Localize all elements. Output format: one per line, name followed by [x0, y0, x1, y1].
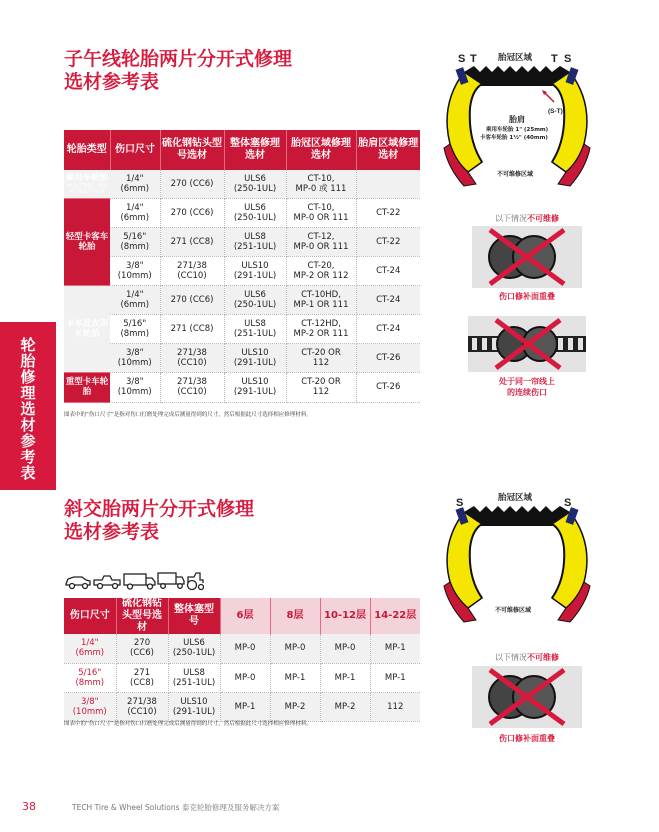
bias-cell-p10: MP-2	[320, 692, 370, 721]
header-size: 伤口尺寸	[110, 130, 160, 170]
bias-cell-drill: 271 (CC8)	[116, 663, 168, 692]
radial-title-line2: 选材参考表	[64, 71, 160, 93]
radial-cell-drill: 271/38 (CC10)	[160, 256, 224, 285]
bias-cell-size: 3/8" (10mm)	[64, 692, 116, 721]
radial-cell-plug: ULS10 (291-1UL)	[224, 372, 286, 402]
tire-type-cell: 重型卡车轮胎	[64, 372, 110, 402]
header-plug: 整体塞修理选材	[224, 130, 286, 170]
bias-cell-p10: MP-1	[320, 663, 370, 692]
bias-header-6ply: 6层	[220, 598, 270, 634]
radial-table-row	[64, 170, 420, 198]
radial-st-label: (S-T)	[548, 108, 563, 115]
bias-cell-p6: MP-1	[220, 692, 270, 721]
bias-title	[64, 498, 254, 544]
bias-cell-plug: ULS6 (250-1UL)	[168, 634, 220, 663]
radial-t-left-label: T	[470, 53, 477, 65]
radial-non-repairable-label: 不可维修区域	[497, 171, 534, 178]
radial-s-left-label: S	[458, 53, 466, 65]
radial-shoulder-label: 胎肩	[509, 115, 525, 124]
radial-cell-drill: 271 (CC8)	[160, 314, 224, 343]
radial-cell-plug: ULS8 (251-1UL)	[224, 314, 286, 343]
footer-text: TECH Tire & Wheel Solutions 泰克轮胎修理及服务解决方案	[72, 803, 280, 812]
bias-cell-size: 5/16" (8mm)	[64, 663, 116, 692]
radial-cell-plug: ULS6 (250-1UL)	[224, 285, 286, 314]
bias-cell-drill: 271/38 (CC10)	[116, 692, 168, 721]
radial-s-right-label: S	[564, 53, 572, 65]
radial-table-row	[64, 314, 420, 343]
bias-cell-p8: MP-1	[270, 663, 320, 692]
bias-cell-p14: MP-1	[370, 663, 420, 692]
vehicle-icons	[64, 570, 204, 592]
radial-cell-drill: 271/38 (CC10)	[160, 343, 224, 372]
radial-cell-drill: 270 (CC6)	[160, 198, 224, 227]
radial-cell-crown: CT-10, MP-0 或 111	[286, 170, 356, 198]
radial-cell-shoulder	[356, 170, 420, 198]
radial-cap2: 处于同一帘线上 的连续伤口	[499, 377, 555, 397]
radial-cap1: 伤口修补面重叠	[499, 292, 555, 301]
radial-cell-plug: ULS6 (250-1UL)	[224, 170, 286, 198]
radial-note: 图表中的“伤口尺寸”是指对伤口打磨处理完成后测量得到的尺寸，然后根据此尺寸选择相应修理材料。	[64, 412, 312, 418]
radial-cell-size: 5/16" (8mm)	[110, 314, 160, 343]
radial-table-row	[64, 227, 420, 256]
tire-type-cell: 轻型卡客车轮胎	[64, 198, 110, 285]
page-number: 38	[22, 800, 36, 813]
radial-t-right-label: T	[551, 53, 558, 65]
bias-header-drill: 硫化钢钻头型号选材	[116, 598, 168, 634]
side-tab-label: 轮胎修理选材参考表	[18, 337, 37, 481]
radial-cell-crown: CT-12, MP-0 OR 111	[286, 227, 356, 256]
bias-cell-plug: ULS10 (291-1UL)	[168, 692, 220, 721]
bias-no-repair-caption: 以下情况不可维修	[495, 653, 559, 662]
bias-cell-p10: MP-0	[320, 634, 370, 663]
bias-overlap-patch-illustration	[472, 666, 582, 728]
radial-shoulder-line1: 乘用车轮胎 1" (25mm)	[486, 127, 549, 133]
radial-table-row	[64, 198, 420, 227]
radial-cell-size: 3/8" (10mm)	[110, 256, 160, 285]
bias-cell-p14: MP-1	[370, 634, 420, 663]
radial-table-row	[64, 256, 420, 285]
bias-cell-size: 1/4" (6mm)	[64, 634, 116, 663]
radial-cell-shoulder: CT-26	[356, 372, 420, 402]
bias-title-line1: 斜交胎两片分开式修理	[64, 498, 255, 520]
car-icon	[66, 577, 90, 589]
bias-crown-label: 胎冠区域	[498, 493, 533, 503]
radial-cell-plug: ULS10 (291-1UL)	[224, 343, 286, 372]
pickup-icon	[94, 576, 120, 589]
radial-cell-crown: CT-10, MP-0 OR 111	[286, 198, 356, 227]
bias-header-8ply: 8层	[270, 598, 320, 634]
bias-title-line2: 选材参考表	[64, 521, 160, 543]
bias-header-10ply: 10-12层	[320, 598, 370, 634]
header-tire-type: 轮胎类型	[64, 130, 110, 170]
radial-cell-drill: 271 (CC8)	[160, 227, 224, 256]
header-drill: 硫化钢钻头型号选材	[160, 130, 224, 170]
radial-crown-label: 胎冠区域	[498, 53, 533, 63]
truck-icon	[124, 574, 155, 589]
bias-header-row	[64, 598, 420, 634]
radial-cell-size: 3/8" (10mm)	[110, 372, 160, 402]
bias-cell-drill: 270 (CC6)	[116, 634, 168, 663]
header-shoulder: 胎肩区域修理选材	[356, 130, 420, 170]
bias-table-row	[64, 692, 420, 721]
radial-cell-plug: ULS6 (250-1UL)	[224, 198, 286, 227]
radial-table-row	[64, 285, 420, 314]
bias-table-row	[64, 634, 420, 663]
radial-cell-size: 1/4" (6mm)	[110, 285, 160, 314]
bias-non-repairable-label: 不可维修区域	[495, 607, 532, 614]
bias-table	[64, 598, 420, 722]
bias-s-right-label: S	[564, 497, 572, 509]
bias-cell-p14: 112	[370, 692, 420, 721]
bias-cell-p6: MP-0	[220, 634, 270, 663]
bias-header-plug: 整体塞型号	[168, 598, 220, 634]
radial-cell-size: 1/4" (6mm)	[110, 198, 160, 227]
overlap-patch-illustration	[472, 226, 582, 288]
bias-tire-diagram	[436, 486, 612, 626]
bias-header-14ply: 14-22层	[370, 598, 420, 634]
radial-cell-drill: 271/38 (CC10)	[160, 372, 224, 402]
radial-cell-shoulder: CT-22	[356, 198, 420, 227]
radial-title-line1: 子午线轮胎两片分开式修理	[64, 48, 293, 70]
radial-table	[64, 130, 420, 403]
tire-type-cell: 乘用车轮胎 (H,V,Z速级，加强胎冠限1个伤口)	[64, 170, 110, 198]
radial-shoulder-line2: 卡客车轮胎 1½" (40mm)	[480, 135, 548, 141]
radial-header-row	[64, 130, 420, 170]
tire-type-cell: 卡车及农用车轮胎	[64, 285, 110, 372]
bias-s-left-label: S	[456, 497, 464, 509]
radial-title	[64, 48, 292, 94]
bias-cell-p6: MP-0	[220, 663, 270, 692]
radial-cell-crown: CT-20, MP-2 OR 112	[286, 256, 356, 285]
radial-cell-plug: ULS8 (251-1UL)	[224, 227, 286, 256]
bias-table-row	[64, 663, 420, 692]
radial-table-row	[64, 343, 420, 372]
radial-cell-drill: 270 (CC6)	[160, 170, 224, 198]
radial-cell-crown: CT-20 OR 112	[286, 343, 356, 372]
radial-cell-crown: CT-20 OR 112	[286, 372, 356, 402]
radial-no-repair-caption: 以下情况不可维修	[495, 214, 559, 223]
radial-cell-drill: 270 (CC6)	[160, 285, 224, 314]
bias-cell-p8: MP-2	[270, 692, 320, 721]
radial-cell-plug: ULS10 (291-1UL)	[224, 256, 286, 285]
bias-cell-p8: MP-0	[270, 634, 320, 663]
side-tab	[0, 322, 56, 490]
bias-header-size: 伤口尺寸	[64, 598, 116, 634]
bias-note: 图表中的“伤口尺寸”是指对伤口打磨处理完成后测量得到的尺寸，然后根据此尺寸选择相应修理材料。	[64, 721, 312, 727]
radial-cell-shoulder: CT-24	[356, 285, 420, 314]
radial-cell-shoulder: CT-24	[356, 314, 420, 343]
header-crown: 胎冠区域修理选材	[286, 130, 356, 170]
semi-truck-icon	[158, 573, 184, 588]
bias-cell-plug: ULS8 (251-1UL)	[168, 663, 220, 692]
radial-cell-shoulder: CT-24	[356, 256, 420, 285]
radial-cell-size: 5/16" (8mm)	[110, 227, 160, 256]
radial-tire-diagram	[436, 44, 612, 194]
radial-table-row	[64, 372, 420, 402]
tractor-icon	[188, 573, 204, 590]
radial-cell-size: 1/4" (6mm)	[110, 170, 160, 198]
bias-cap1: 伤口修补面重叠	[499, 734, 555, 743]
radial-cell-size: 3/8" (10mm)	[110, 343, 160, 372]
radial-cell-crown: CT-12HD, MP-2 OR 111	[286, 314, 356, 343]
radial-cell-shoulder: CT-22	[356, 227, 420, 256]
radial-cell-crown: CT-10HD, MP-1 OR 111	[286, 285, 356, 314]
same-cord-illustration	[468, 316, 586, 372]
radial-cell-shoulder: CT-26	[356, 343, 420, 372]
